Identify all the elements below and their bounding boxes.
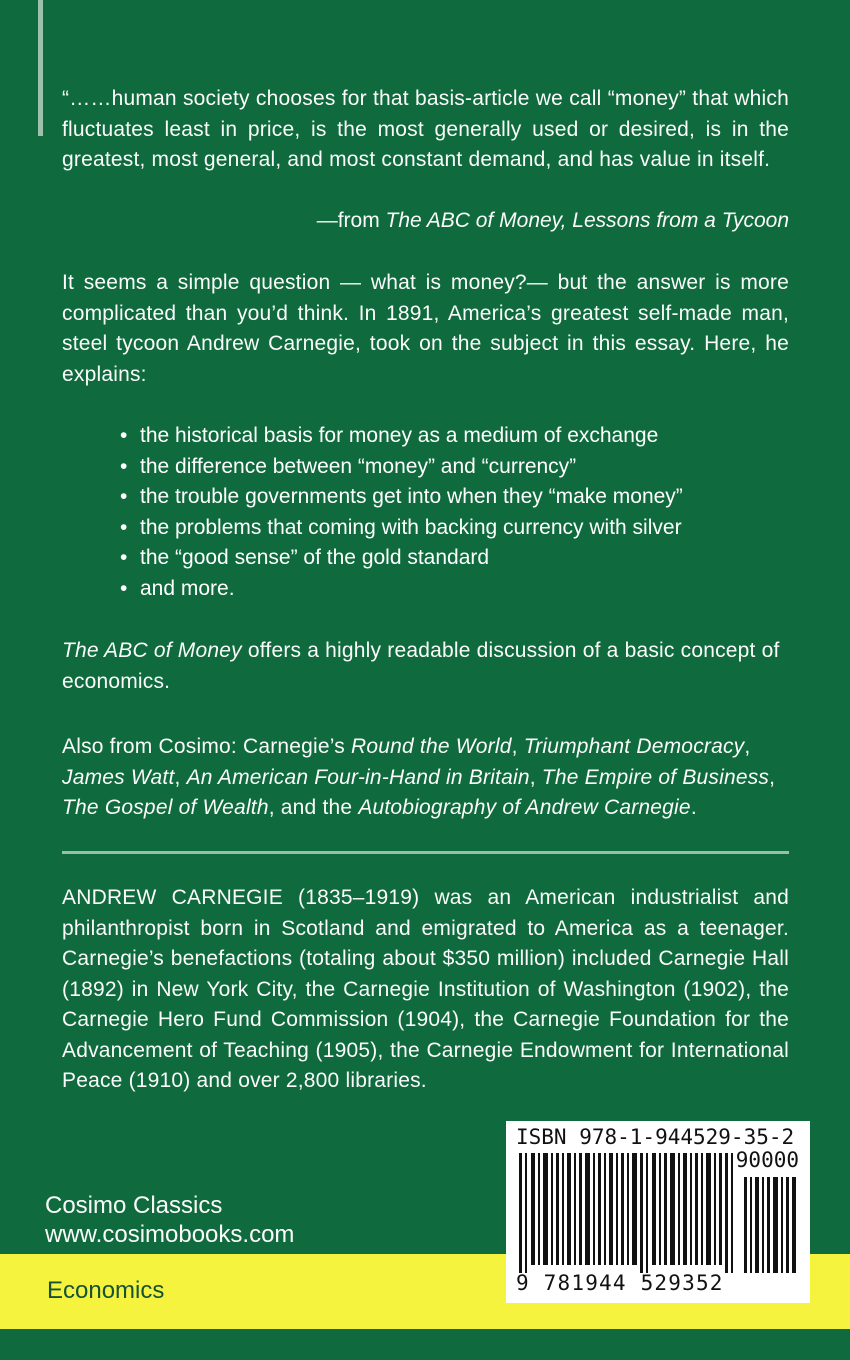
barcode-bar xyxy=(519,1153,522,1273)
bullet-marker-icon: • xyxy=(120,454,128,478)
publisher-series-name: Cosimo Classics xyxy=(45,1192,223,1219)
author-biography-text: ANDREW CARNEGIE (1835–1919) was an American industrialist and philanthropist born in Scotland and emigrated to America as a teenager. Carnegie’s benefactions (totaling about $350 million) included Carnegie Hall (1892) in New York City, the Carnegie Institution of Washington (1902), the Carnegie Hero Fund Commission (1904), the Carnegie Foundation for the Advancement of Teaching (1905), the Carnegie Endowment for International Peace (1910) and over 2,800 libraries. xyxy=(62,886,789,1092)
addon-barcode-bar xyxy=(755,1177,759,1273)
price-code: 90000 xyxy=(735,1148,799,1172)
bullet-marker-icon: • xyxy=(120,546,128,569)
barcode-bar xyxy=(725,1153,728,1273)
paragraph-ending-punctuation: . xyxy=(690,796,697,819)
barcode-bar xyxy=(690,1153,692,1265)
addon-barcode-bar xyxy=(792,1177,796,1273)
barcode-bar xyxy=(678,1153,680,1265)
barcode-bar xyxy=(604,1153,606,1265)
bullet-item xyxy=(120,482,780,513)
quote-attribution-prefix: —from xyxy=(316,209,386,232)
isbn-number: ISBN 978-1-944529-35-2 xyxy=(516,1125,795,1149)
section-divider xyxy=(62,851,789,854)
isbn-barcode-panel xyxy=(506,1121,810,1303)
decorative-left-rule xyxy=(38,0,43,136)
barcode-bar xyxy=(731,1153,733,1273)
barcode-bar xyxy=(567,1153,571,1265)
addon-barcode-bar xyxy=(773,1177,778,1273)
title-separator: , xyxy=(769,765,776,789)
barcode-bar xyxy=(695,1153,698,1265)
barcode-bar xyxy=(632,1153,637,1265)
barcode-bar xyxy=(701,1153,703,1265)
intro-paragraph-text: It seems a simple question — what is money?— but the answer is more complicated than you’d think. In 1891, America’s greatest self-made man, steel tycoon Andrew Carnegie, took on the subject in this essay. Here, he explains: xyxy=(62,271,789,386)
addon-barcode-bar xyxy=(781,1177,783,1273)
also-from-prefix: Also from Cosimo: Carnegie’s xyxy=(62,735,352,758)
barcode-bar xyxy=(621,1153,624,1265)
opening-quote xyxy=(62,84,789,176)
abc-book-title: The ABC of Money xyxy=(62,639,242,662)
quote-attribution-title: The ABC of Money, Lessons from a Tycoon xyxy=(385,209,789,232)
title-separator: , xyxy=(174,765,187,789)
barcode-bar xyxy=(659,1153,661,1265)
opening-quote-text: “……human society chooses for that basis-article we call “money” that which fluctuates least in price, is the most generally used or desired, is in the greatest, most general, and most constant demand, and has value in itself. xyxy=(62,87,789,171)
addon-barcode-bars xyxy=(744,1177,796,1273)
related-title-james-watt: James Watt xyxy=(62,765,175,789)
quote-attribution xyxy=(62,206,789,236)
related-title-empire-of-business: The Empire of Business xyxy=(541,765,770,789)
barcode-bar xyxy=(627,1153,629,1265)
also-from-cosimo-paragraph xyxy=(62,732,789,824)
addon-barcode-bar xyxy=(744,1177,747,1273)
barcode-bar xyxy=(609,1153,613,1265)
explanation-bullet-list xyxy=(120,421,780,604)
bullet-item-text: the “good sense” of the gold standard xyxy=(140,546,490,569)
barcode-bar xyxy=(551,1153,553,1265)
addon-barcode-bar xyxy=(767,1177,770,1273)
barcode-bar xyxy=(670,1153,675,1265)
main-barcode-bars xyxy=(519,1153,733,1273)
barcode-bar xyxy=(574,1153,576,1265)
barcode-bar xyxy=(598,1153,601,1265)
barcode-bar xyxy=(683,1153,687,1265)
barcode-bar xyxy=(714,1153,716,1265)
title-separator: , xyxy=(511,735,524,758)
barcode-bar xyxy=(562,1153,564,1265)
related-title-autobiography: Autobiography of Andrew Carnegie xyxy=(358,796,691,819)
addon-barcode-bar xyxy=(786,1177,789,1273)
bullet-marker-icon: • xyxy=(120,424,128,447)
barcode-bar xyxy=(531,1153,535,1265)
barcode-bar xyxy=(556,1153,559,1265)
barcode-bar xyxy=(538,1153,540,1265)
category-label: Economics xyxy=(47,1277,165,1304)
barcode-bar xyxy=(706,1153,711,1265)
title-separator: , xyxy=(529,765,542,789)
bullet-item-text: the historical basis for money as a medium of exchange xyxy=(140,424,659,447)
bullet-item xyxy=(120,513,780,544)
bullet-item xyxy=(120,574,780,605)
publisher-website: www.cosimobooks.com xyxy=(45,1221,295,1248)
bullet-marker-icon: • xyxy=(120,485,128,508)
bullet-item xyxy=(120,452,780,483)
title-separator: , and the xyxy=(268,796,359,819)
addon-barcode-bar xyxy=(762,1177,764,1273)
barcode-digit-line: 9 781944 529352 xyxy=(516,1271,724,1295)
barcode-bar xyxy=(525,1153,527,1273)
barcode-bar xyxy=(640,1153,643,1273)
title-separator: , xyxy=(744,735,751,758)
bullet-item-text: the trouble governments get into when they “make money” xyxy=(140,485,683,508)
related-title-gospel-of-wealth: The Gospel of Wealth xyxy=(62,796,269,819)
barcode-bar xyxy=(593,1153,595,1265)
author-biography xyxy=(62,883,789,1097)
bullet-item-text: the difference between “money” and “currency” xyxy=(140,454,577,478)
bullet-item xyxy=(120,421,780,452)
bullet-marker-icon: • xyxy=(120,576,128,600)
bullet-marker-icon: • xyxy=(120,515,128,539)
related-title-american-four-in-hand: An American Four-in-Hand in Britain xyxy=(186,765,530,789)
related-title-triumphant-democracy: Triumphant Democracy xyxy=(523,735,745,758)
bullet-item xyxy=(120,543,780,574)
addon-barcode-bar xyxy=(750,1177,752,1273)
barcode-bar xyxy=(652,1153,656,1265)
barcode-bar xyxy=(664,1153,667,1265)
barcode-bar xyxy=(646,1153,648,1273)
publisher-imprint xyxy=(45,1191,294,1249)
bullet-item-text: and more. xyxy=(140,576,235,600)
barcode-bar xyxy=(543,1153,548,1265)
abc-summary-paragraph xyxy=(62,636,789,697)
bullet-item-text: the problems that coming with backing currency with silver xyxy=(140,515,682,539)
barcode-bar xyxy=(579,1153,582,1265)
barcode-bar xyxy=(719,1153,722,1265)
barcode-bar xyxy=(585,1153,590,1265)
related-title-round-the-world: Round the World xyxy=(351,735,512,758)
intro-paragraph xyxy=(62,268,789,390)
abc-summary-text: offers a highly readable discussion of a basic concept of economics. xyxy=(62,639,780,693)
barcode-bar xyxy=(616,1153,618,1265)
